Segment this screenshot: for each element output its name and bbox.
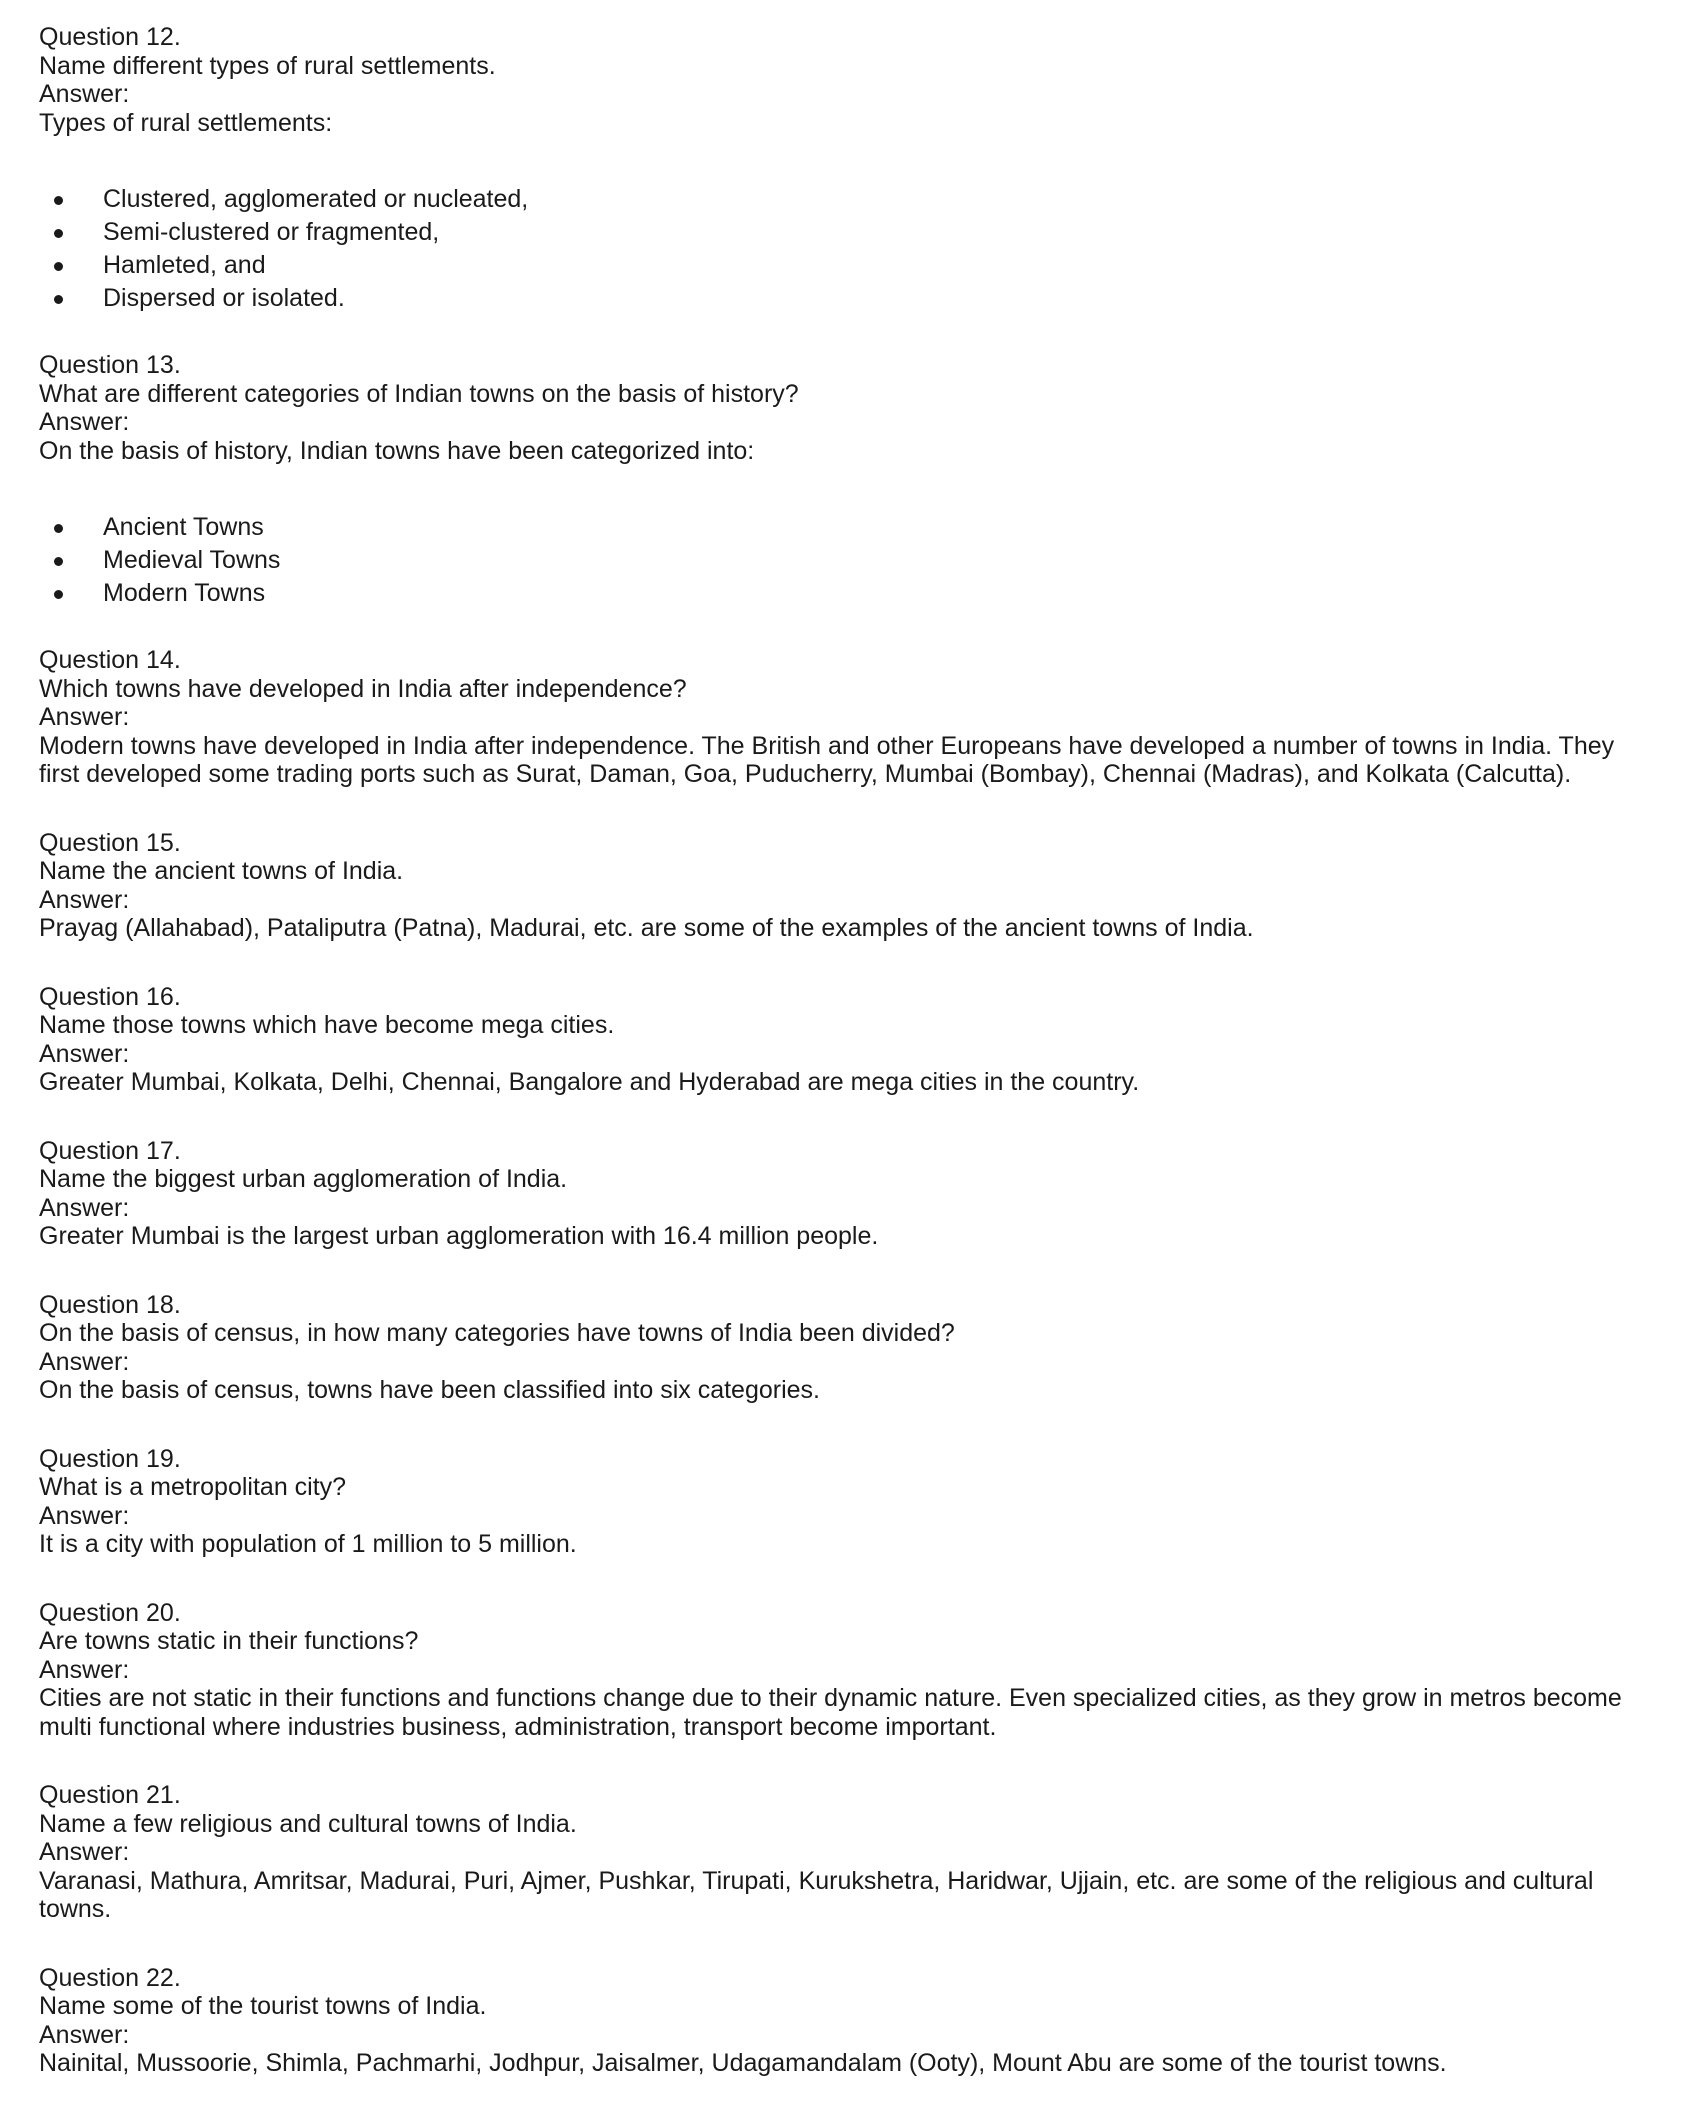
question-number: Question 17. <box>39 1136 181 1165</box>
bullet-icon <box>54 590 63 599</box>
answer-label: Answer: <box>39 1655 130 1684</box>
question-number: Question 12. <box>39 23 181 51</box>
question-number: Question 21. <box>39 1781 181 1809</box>
answer-label: Answer: <box>39 1039 130 1068</box>
question-text: On the basis of census, in how many categories have towns of India been divided? <box>39 1319 955 1347</box>
bullet-icon <box>54 229 63 238</box>
question-number: Question 19. <box>39 1444 181 1473</box>
question-text: What is a metropolitan city? <box>39 1473 347 1501</box>
question-text: Name those towns which have become mega cities. <box>39 1011 615 1039</box>
question-number: Question 20. <box>39 1598 181 1627</box>
bullet-icon <box>54 262 63 271</box>
list-item: Medieval Towns <box>39 544 1669 577</box>
answer-label: Answer: <box>39 80 130 108</box>
bullet-icon <box>54 295 63 304</box>
bullet-icon <box>54 524 63 533</box>
answer-text: Nainital, Mussoorie, Shimla, Pachmarhi, Jodhpur, Jaisalmer, Udagamandalam (Ooty), Mount Abu are some of the tourist towns. <box>39 2049 1447 2077</box>
qa-block-19 <box>39 1445 1669 1559</box>
answer-text: Types of rural settlements: <box>39 108 333 137</box>
question-number: Question 18. <box>39 1290 181 1319</box>
qa-block-18 <box>39 1291 1669 1405</box>
answer-text: Varanasi, Mathura, Amritsar, Madurai, Puri, Ajmer, Pushkar, Tirupati, Kurukshetra, Haridwar, Ujjain, etc. are some of the religious and cultural towns. <box>39 1866 1594 1923</box>
question-number: Question 14. <box>39 646 181 674</box>
qa-block-16 <box>39 983 1669 1097</box>
question-text: Name the ancient towns of India. <box>39 857 404 885</box>
answer-bullet-list <box>39 183 1669 315</box>
question-text: Which towns have developed in India after independence? <box>39 674 687 703</box>
answer-text: Modern towns have developed in India after independence. The British and other Europeans have developed a number of towns in India. They first developed some trading ports such as Surat, Daman, Goa, Puducherry, Mumbai (Bombay), Chennai (Madras), and Kolkata (Calcutta). <box>39 731 1615 788</box>
answer-label: Answer: <box>39 1501 130 1530</box>
qa-block-17 <box>39 1137 1669 1251</box>
qa-block-15 <box>39 829 1669 943</box>
list-item: Ancient Towns <box>39 511 1669 544</box>
document-body <box>39 23 1669 2078</box>
qa-block-12 <box>39 23 1669 315</box>
answer-label: Answer: <box>39 885 130 914</box>
bullet-icon <box>54 557 63 566</box>
question-text: Name a few religious and cultural towns of India. <box>39 1809 577 1838</box>
answer-text: Prayag (Allahabad), Pataliputra (Patna), Madurai, etc. are some of the examples of the ancient towns of India. <box>39 914 1254 942</box>
list-item: Dispersed or isolated. <box>39 282 1669 315</box>
answer-text: It is a city with population of 1 million to 5 million. <box>39 1530 577 1558</box>
question-number: Question 13. <box>39 351 181 379</box>
qa-block-22 <box>39 1964 1669 2078</box>
list-item: Clustered, agglomerated or nucleated, <box>39 183 1669 216</box>
answer-text: On the basis of history, Indian towns have been categorized into: <box>39 436 755 465</box>
question-number: Question 22. <box>39 1963 181 1992</box>
answer-bullet-list <box>39 511 1669 610</box>
answer-text: On the basis of census, towns have been classified into six categories. <box>39 1376 820 1404</box>
answer-label: Answer: <box>39 1347 130 1376</box>
question-text: Are towns static in their functions? <box>39 1627 419 1655</box>
bullet-icon <box>54 196 63 205</box>
question-text: Name some of the tourist towns of India. <box>39 1992 487 2020</box>
question-text: What are different categories of Indian towns on the basis of history? <box>39 379 799 408</box>
question-number: Question 16. <box>39 982 181 1011</box>
question-text: Name the biggest urban agglomeration of India. <box>39 1165 568 1193</box>
answer-text: Cities are not static in their functions and functions change due to their dynamic nature. Even specialized cities, as they grow in metros become multi functional where industries business, administration, transport become important. <box>39 1684 1622 1741</box>
answer-text: Greater Mumbai, Kolkata, Delhi, Chennai, Bangalore and Hyderabad are mega cities in the country. <box>39 1068 1140 1096</box>
qa-block-20 <box>39 1599 1669 1742</box>
list-item: Modern Towns <box>39 577 1669 610</box>
answer-label: Answer: <box>39 2020 130 2049</box>
list-item: Semi-clustered or fragmented, <box>39 216 1669 249</box>
answer-label: Answer: <box>39 703 130 731</box>
question-number: Question 15. <box>39 828 181 857</box>
qa-block-14 <box>39 646 1669 789</box>
list-item: Hamleted, and <box>39 249 1669 282</box>
answer-label: Answer: <box>39 1193 130 1222</box>
qa-block-21 <box>39 1781 1669 1924</box>
answer-label: Answer: <box>39 408 130 436</box>
answer-text: Greater Mumbai is the largest urban agglomeration with 16.4 million people. <box>39 1222 879 1250</box>
answer-label: Answer: <box>39 1838 130 1866</box>
question-text: Name different types of rural settlements. <box>39 51 496 80</box>
qa-block-13 <box>39 351 1669 610</box>
